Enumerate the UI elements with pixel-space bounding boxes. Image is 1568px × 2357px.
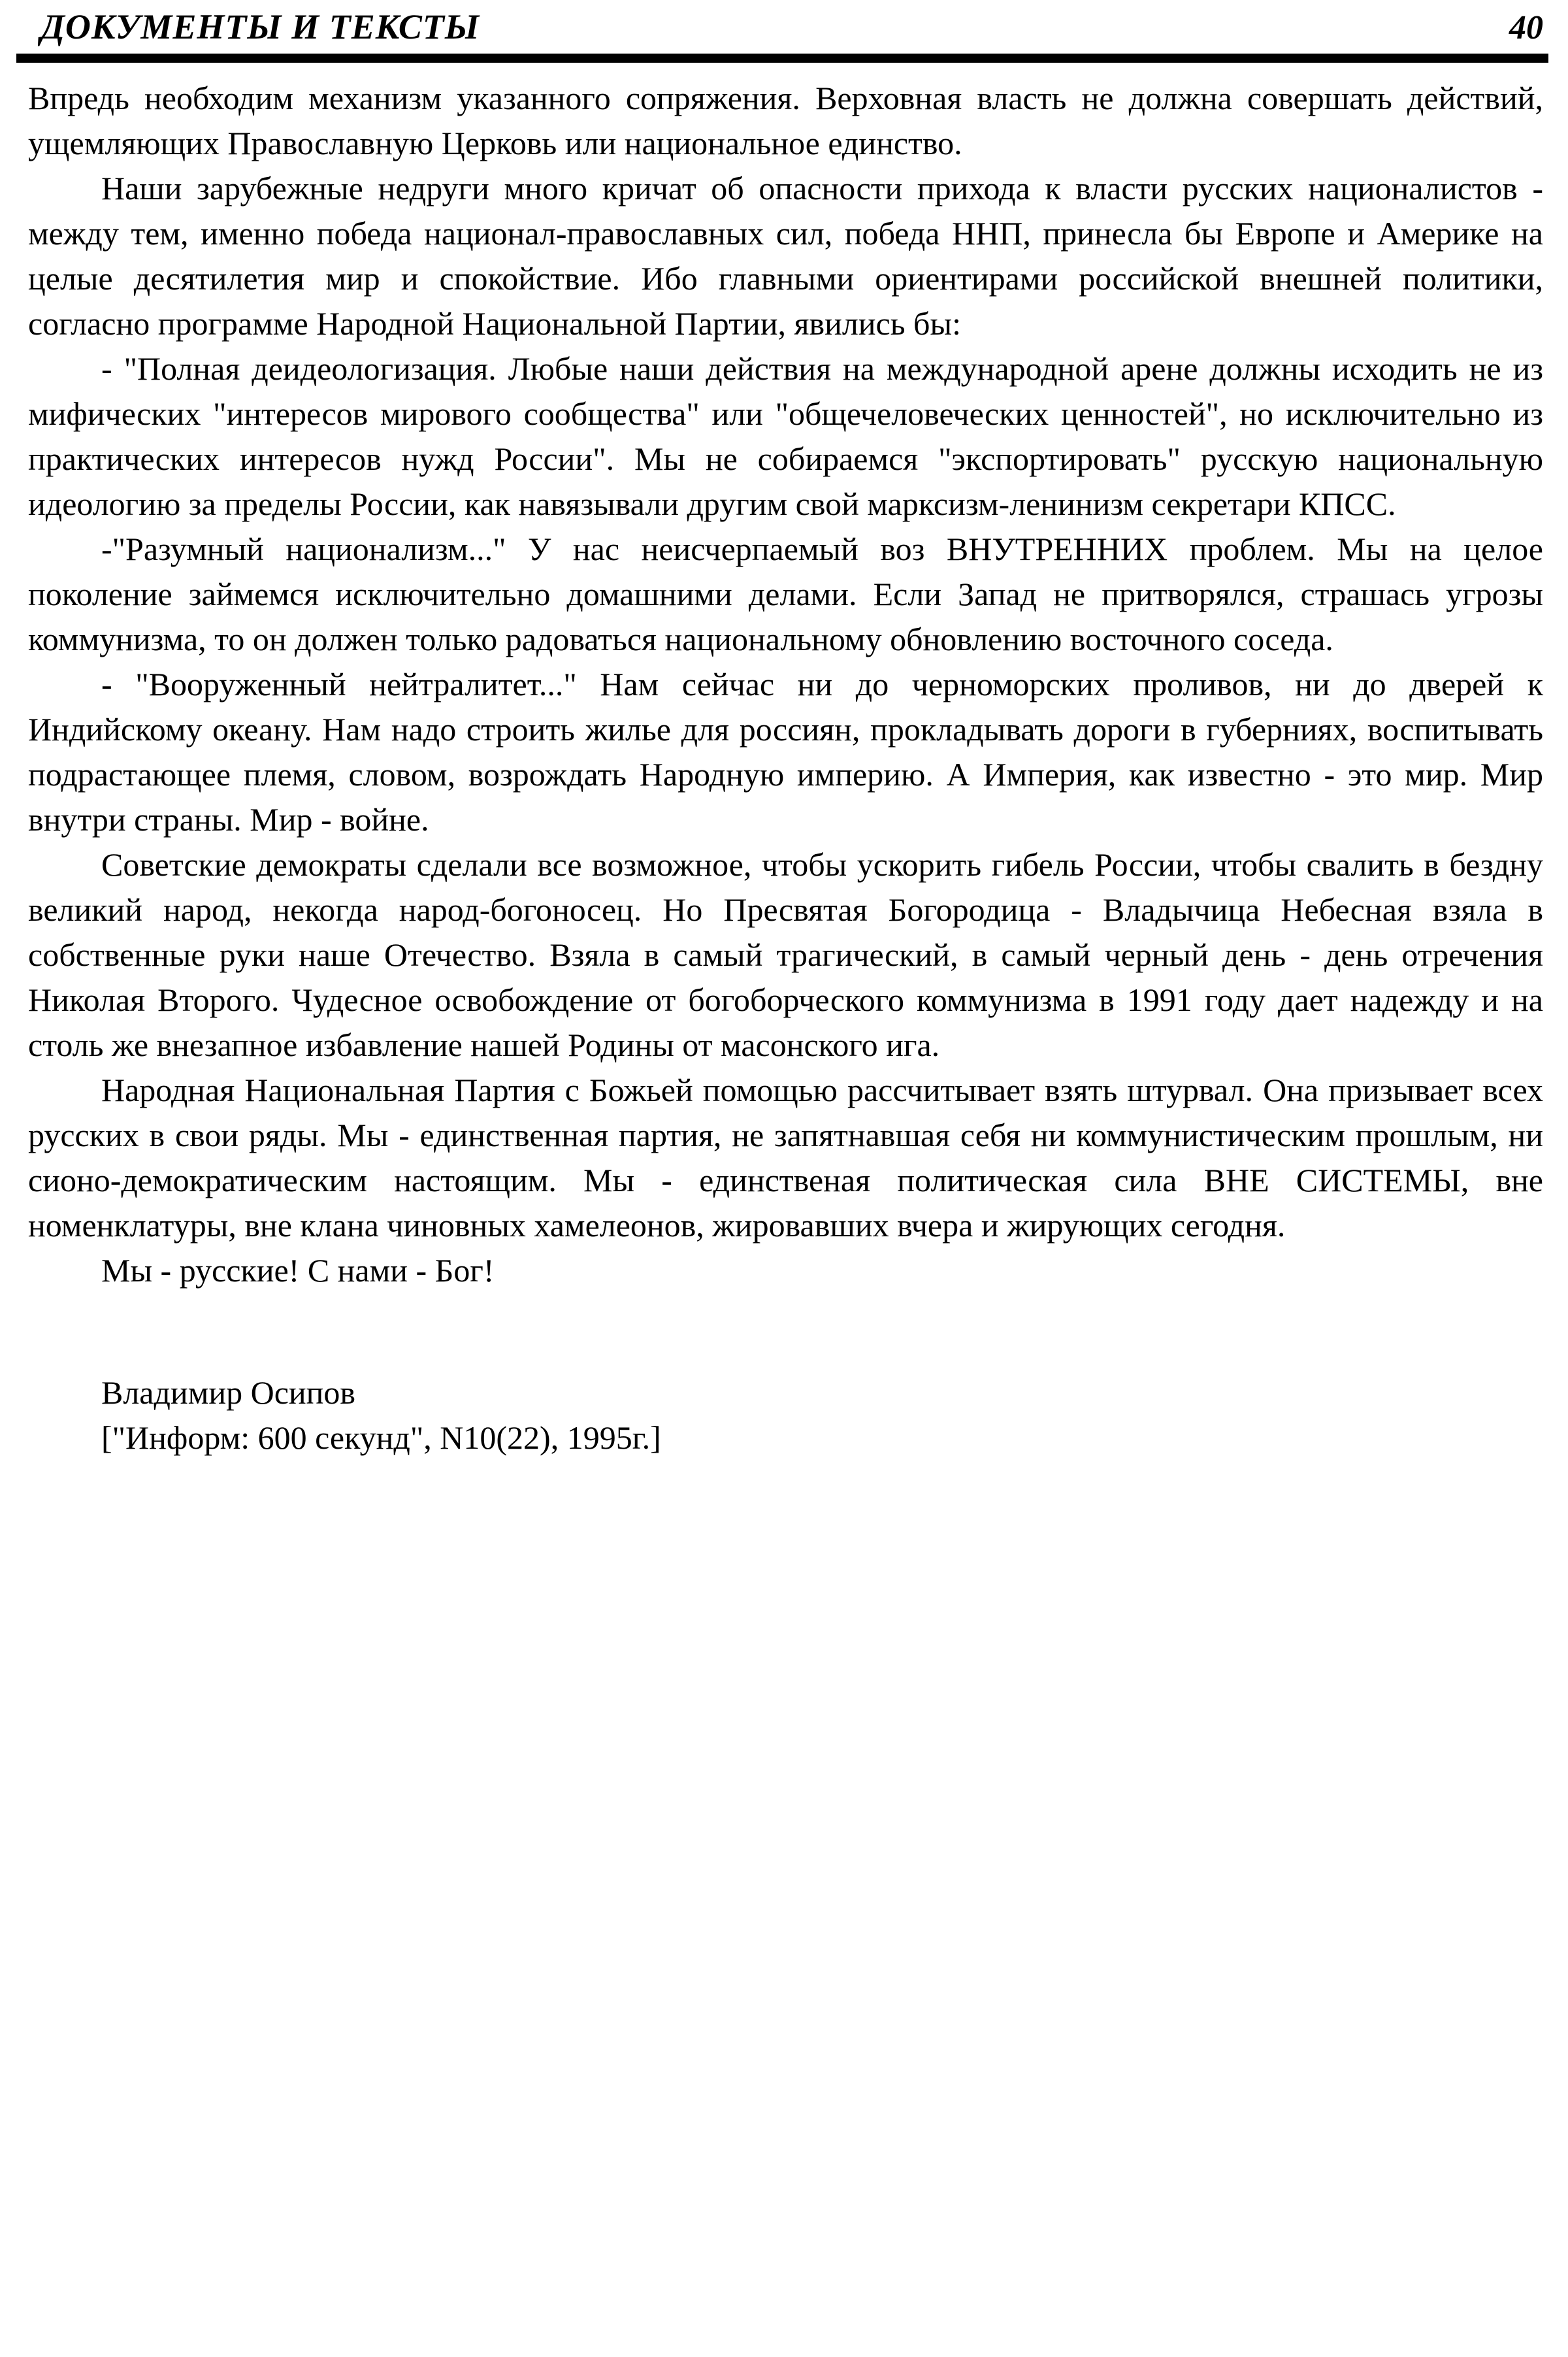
paragraph: Впредь необходим механизм указанного сопряжения. Верховная власть не должна совершать действий, ущемляющих Православную Церковь или национальное единство. bbox=[28, 80, 1543, 161]
paragraph: Народная Национальная Партия с Божьей помощью рассчитывает взять штурвал. Она призывает всех русских в свои ряды. Мы - единственная партия, не запятнавшая себя ни коммунистическим прошлым, ни сионо-демократическим настоящим. Мы - единственая политическая сила ВНЕ СИСТЕМЫ, вне номенклатуры, вне клана чиновных хамелеонов, жировавших вчера и жирующих сегодня. bbox=[28, 1072, 1543, 1244]
signature-block bbox=[28, 1370, 1543, 1460]
paragraph: - "Полная деидеологизация. Любые наши действия на международной арене должны исходить не из мифических "интересов мирового сообщества" или "общечеловеческих ценностей", но исключительно из практических интересов нужд России". Мы не собираемся "экспортировать" русскую национальную идеологию за пределы России, как навязывали другим свой марксизм-ленинизм секретари КПСС. bbox=[28, 350, 1543, 522]
header-title: ДОКУМЕНТЫ И ТЕКСТЫ bbox=[41, 7, 480, 46]
document-body bbox=[28, 76, 1543, 1460]
page-number: 40 bbox=[1509, 9, 1543, 46]
running-header bbox=[0, 0, 1568, 47]
signature-author: Владимир Осипов bbox=[101, 1374, 356, 1411]
paragraph: Советские демократы сделали все возможное, чтобы ускорить гибель России, чтобы свалить в бездну великий народ, некогда народ-богоносец. Но Пресвятая Богородица - Владычица Небесная взяла в собственные руки наше Отечество. Взяла в самый трагический, в самый черный день - день отречения Николая Второго. Чудесное освобождение от богоборческого коммунизма в 1991 году дает надежду и на столь же внезапное избавление нашей Родины от масонского ига. bbox=[28, 846, 1543, 1063]
paragraph: Наши зарубежные недруги много кричат об опасности прихода к власти русских националистов - между тем, именно победа национал-православных сил, победа ННП, принесла бы Европе и Америке на целые десятилетия мир и спокойствие. Ибо главными ориентирами российской внешней политики, согласно программе Народной Национальной Партии, явились бы: bbox=[28, 170, 1543, 342]
signature-source: ["Информ: 600 секунд", N10(22), 1995г.] bbox=[101, 1419, 661, 1456]
header-rule-divider bbox=[16, 54, 1548, 63]
paragraph: -"Разумный национализм..." У нас неисчерпаемый воз ВНУТРЕННИХ проблем. Мы на целое поколение займемся исключительно домашними делами. Если Запад не притворялся, страшась угрозы коммунизма, то он должен только радоваться национальному обновлению восточного соседа. bbox=[28, 531, 1543, 657]
paragraph: - "Вооруженный нейтралитет..." Нам сейчас ни до черноморских проливов, ни до дверей к Индийскому океану. Нам надо строить жилье для россиян, прокладывать дороги в губерниях, воспитывать подрастающее племя, словом, возрождать Народную империю. А Империя, как известно - это мир. Мир внутри страны. Мир - войне. bbox=[28, 666, 1543, 838]
paragraph-slogan: Мы - русские! С нами - Бог! bbox=[101, 1252, 495, 1289]
